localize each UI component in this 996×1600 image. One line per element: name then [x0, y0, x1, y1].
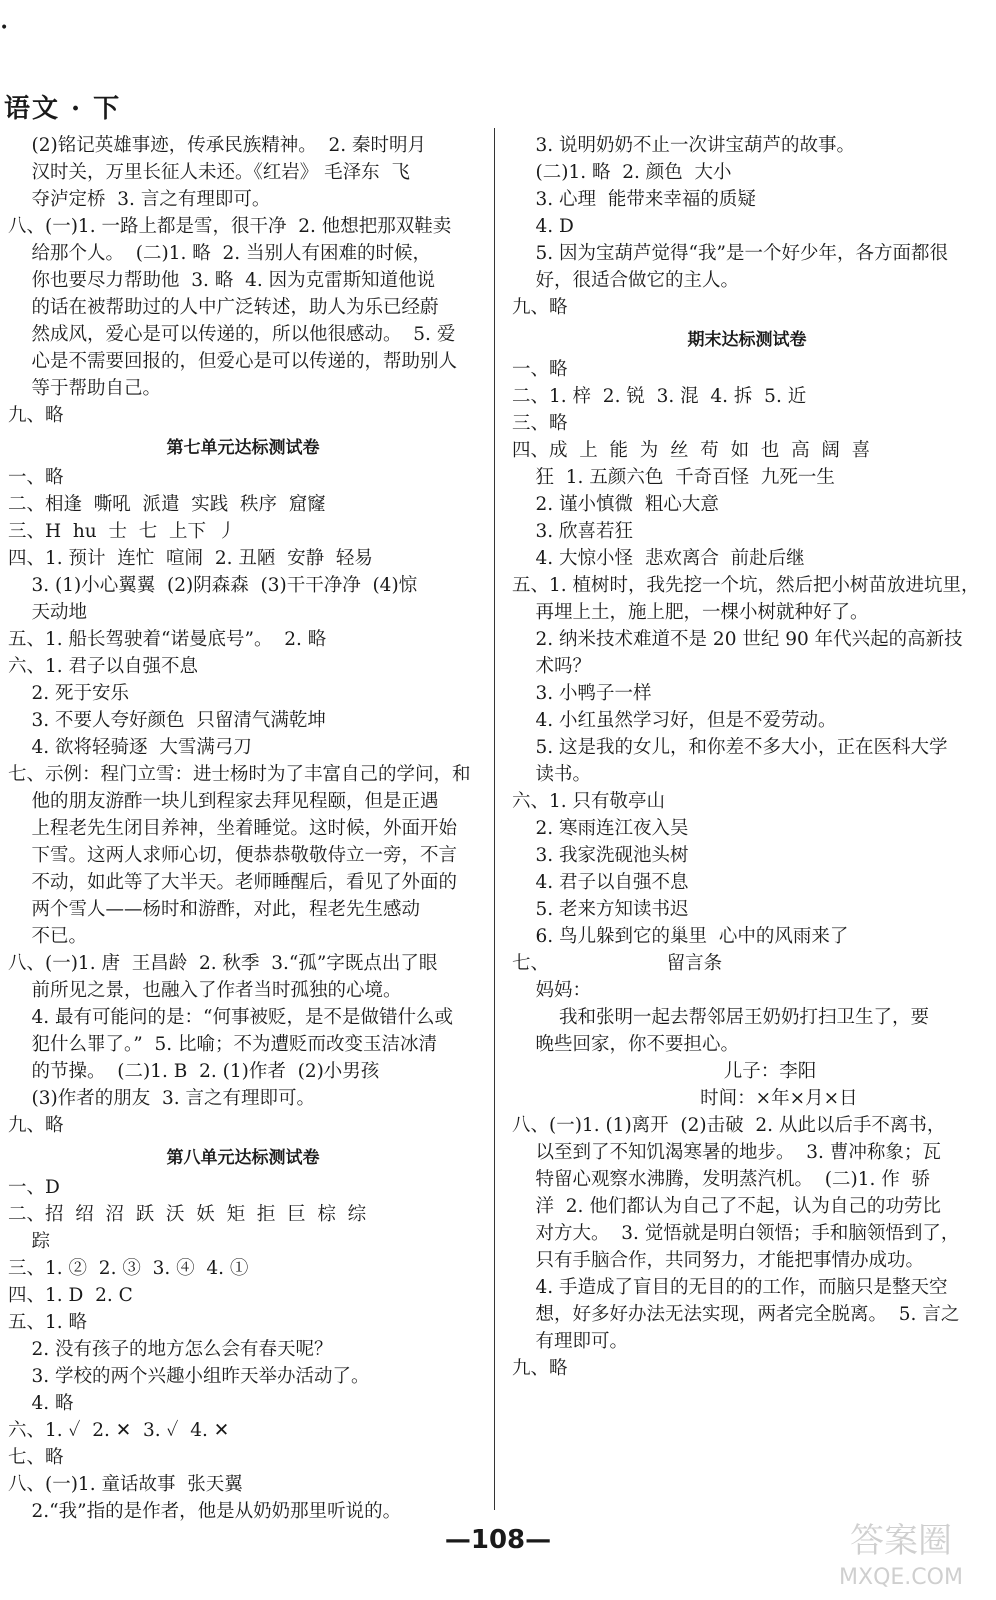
answer-line: 时间：×年×月×日: [512, 1088, 858, 1109]
answer-line: 4. 手造成了盲目的无目的的工作，而脑只是整天空: [512, 1277, 948, 1298]
answer-line: 有理即可。: [512, 1331, 629, 1352]
answer-line: 踪: [8, 1231, 51, 1252]
left-column: [8, 132, 478, 1525]
page-number: —108—: [444, 1525, 552, 1555]
answer-line: 6. 鸟儿躲到它的巢里 心中的风雨来了: [512, 926, 849, 947]
answer-line: (2)铭记英雄事迹，传承民族精神。 2. 秦时明月: [8, 135, 427, 156]
answer-line: 术吗？: [512, 656, 592, 677]
answer-line: 再埋上土，施上肥，一棵小树就种好了。: [512, 602, 869, 623]
answer-line: 八、(一)1. 一路上都是雪，很干净 2. 他想把那双鞋卖: [8, 216, 452, 237]
answer-line: 五、1. 植树时，我先挖一个坑，然后把小树苗放进坑里，: [512, 575, 980, 596]
watermark-text-en: MXQE.COM: [839, 1565, 963, 1590]
answer-line: 下雪。这两人求师心切，便恭恭敬敬侍立一旁，不言: [8, 845, 458, 866]
answer-line: 5. 这是我的女儿，和你差不多大小，正在医科大学: [512, 737, 948, 758]
answer-line: 一、略: [8, 467, 64, 488]
answer-line: 一、D: [8, 1177, 60, 1198]
answer-line: 四、成 上 能 为 丝 苟 如 也 高 阔 喜: [512, 440, 871, 461]
right-column: [512, 132, 982, 1382]
section-title: 期末达标测试卷: [687, 330, 807, 350]
answer-line: 5. 老来方知读书迟: [512, 899, 689, 920]
answer-line: 对方大。 3. 觉悟就是明白领悟；手和脑领悟到了，: [512, 1223, 960, 1244]
answer-line: 他的朋友游酢一块儿到程家去拜见程颐，但是正遇: [8, 791, 439, 812]
answer-line: 4. 最有可能问的是：“何事被贬，是不是做错什么或: [8, 1007, 454, 1028]
answer-line: 2. 谨小慎微 粗心大意: [512, 494, 719, 515]
answer-line: 七、 留言条: [512, 953, 723, 974]
answer-line: 4. 略: [8, 1393, 74, 1414]
answer-line: 3. 我家洗砚池头树: [512, 845, 689, 866]
answer-line: 八、(一)1. 唐 王昌龄 2. 秋季 3.“孤”字既点出了眼: [8, 953, 438, 974]
answer-line: 心是不需要回报的，但爱心是可以传递的，帮助别人: [8, 351, 458, 372]
answer-line: 天动地: [8, 602, 88, 623]
answer-line: 5. 因为宝葫芦觉得“我”是一个好少年，各方面都很: [512, 243, 948, 264]
answer-line: 妈妈：: [512, 980, 592, 1001]
answer-line: 3. 不要人夸好颜色 只留清气满乾坤: [8, 710, 326, 731]
answer-line: 九、略: [512, 1358, 568, 1379]
answer-line: 九、略: [8, 1115, 64, 1136]
answer-line: 好，很适合做它的主人。: [512, 270, 740, 291]
column-divider: [494, 128, 495, 1510]
answer-line: 4. 君子以自强不息: [512, 872, 689, 893]
answer-line: 七、略: [8, 1447, 64, 1468]
answer-line: 汉时关，万里长征人未还。《红岩》 毛泽东 飞: [8, 162, 410, 183]
answer-line: 3. 说明奶奶不止一次讲宝葫芦的故事。: [512, 135, 856, 156]
answer-line: 不已。: [8, 926, 88, 947]
answer-line: 2.“我”指的是作者，他是从奶奶那里听说的。: [8, 1501, 402, 1522]
answer-line: 2. 纳米技术难道不是 20 世纪 90 年代兴起的高新技: [512, 629, 963, 650]
answer-line: 只有手脑合作，共同努力，才能把事情办成功。: [512, 1250, 925, 1271]
answer-line: 前所见之景，也融入了作者当时孤独的心境。: [8, 980, 402, 1001]
answer-line: 2. 寒雨连江夜入吴: [512, 818, 689, 839]
answer-line: 三、1. ② 2. ③ 3. ④ 4. ①: [8, 1258, 249, 1279]
answer-line: 六、1. 只有敬亭山: [512, 791, 666, 812]
answer-line: 3. 心理 能带来幸福的质疑: [512, 189, 756, 210]
answer-line: 五、1. 略: [8, 1312, 88, 1333]
watermark-logo: [816, 1512, 986, 1592]
answer-line: 3. 欣喜若狂: [512, 521, 634, 542]
answer-line: 等于帮助自己。: [8, 378, 162, 399]
answer-line: 九、略: [8, 405, 64, 426]
answer-line: 四、1. D 2. C: [8, 1285, 133, 1306]
watermark-text-cn: 答案圈: [850, 1521, 952, 1561]
answer-line: 两个雪人——杨时和游酢，对此，程老先生感动: [8, 899, 421, 920]
answer-line: 以至到了不知饥渴寒暑的地步。 3. 曹冲称象；瓦: [512, 1142, 941, 1163]
section-title: 第七单元达标测试卷: [166, 438, 320, 458]
answer-line: 九、略: [512, 297, 568, 318]
answer-line: 二、招 绍 沼 跃 沃 妖 矩 拒 巨 棕 综: [8, 1204, 367, 1225]
answer-line: 八、(一)1. 童话故事 张天翼: [8, 1474, 243, 1495]
answer-line: 4. 大惊小怪 悲欢离合 前赴后继: [512, 548, 805, 569]
answer-line: 六、1. 君子以自强不息: [8, 656, 199, 677]
answer-line: 二、相逢 嘶吼 派遣 实践 秩序 窟窿: [8, 494, 326, 515]
answer-line: 儿子：李阳: [512, 1061, 817, 1082]
answer-line: 4. 欲将轻骑逐 大雪满弓刀: [8, 737, 252, 758]
answer-line: 你也要尽力帮助他 3. 略 4. 因为克雷斯知道他说: [8, 270, 436, 291]
corner-mark: •: [0, 20, 9, 36]
answer-line: 二、1. 梓 2. 锐 3. 混 4. 拆 5. 近: [512, 386, 807, 407]
answer-line: 3. 学校的两个兴趣小组昨天举办活动了。: [8, 1366, 370, 1387]
answer-line: 4. 小红虽然学习好，但是不爱劳动。: [512, 710, 837, 731]
answer-line: 2. 死于安乐: [8, 683, 130, 704]
answer-line: 特留心观察水沸腾，发明蒸汽机。 (二)1. 作 骄: [512, 1169, 931, 1190]
answer-line: 我和张明一起去帮邻居王奶奶打扫卫生了，要: [512, 1007, 930, 1028]
answer-line: 想，好多好办法无法实现，两者完全脱离。 5. 言之: [512, 1304, 960, 1325]
answer-line: 上程老先生闭目养神，坐着睡觉。这时候，外面开始: [8, 818, 458, 839]
answer-line: 的节操。 (二)1. B 2. (1)作者 (2)小男孩: [8, 1061, 380, 1082]
answer-line: (3)作者的朋友 3. 言之有理即可。: [8, 1088, 316, 1109]
answer-line: 4. D: [512, 216, 574, 237]
answer-line: 洋 2. 他们都认为自己了不起，认为自己的功劳比: [512, 1196, 941, 1217]
answer-line: 的话在被帮助过的人中广泛转述，助人为乐已经蔚: [8, 297, 439, 318]
answer-line: 3. (1)小心翼翼 (2)阴森森 (3)干干净净 (4)惊: [8, 575, 418, 596]
answer-line: 犯什么罪了。” 5. 比喻；不为遭贬而改变玉洁冰清: [8, 1034, 438, 1055]
answer-line: 四、1. 预计 连忙 喧闹 2. 丑陋 安静 轻易: [8, 548, 373, 569]
page-header-title: 语文 · 下: [4, 94, 122, 124]
answer-line: (二)1. 略 2. 颜色 大小: [512, 162, 732, 183]
answer-line: 夺泸定桥 3. 言之有理即可。: [8, 189, 271, 210]
section-title: 第八单元达标测试卷: [166, 1148, 320, 1168]
answer-line: 给那个人。 (二)1. 略 2. 当别人有困难的时候，: [8, 243, 432, 264]
answer-line: 3. 小鸭子一样: [512, 683, 652, 704]
answer-line: 三、略: [512, 413, 568, 434]
answer-line: 六、1. ✓ 2. ✕ 3. ✓ 4. ✕: [8, 1420, 230, 1441]
answer-line: 八、(一)1. (1)离开 (2)击破 2. 从此以后手不离书，: [512, 1115, 946, 1136]
answer-line: 狂 1. 五颜六色 千奇百怪 九死一生: [512, 467, 835, 488]
answer-line: 2. 没有孩子的地方怎么会有春天呢？: [8, 1339, 333, 1360]
answer-line: 七、示例：程门立雪：进士杨时为了丰富自己的学问，和: [8, 764, 471, 785]
answer-line: 五、1. 船长驾驶着“诺曼底号”。 2. 略: [8, 629, 327, 650]
answer-line: 一、略: [512, 359, 568, 380]
answer-line: 晚些回家，你不要担心。: [512, 1034, 740, 1055]
answer-line: 然成风，爱心是可以传递的，所以他很感动。 5. 爱: [8, 324, 456, 345]
answer-line: 三、H hu 士 七 上下 丿: [8, 521, 237, 542]
answer-line: 不动，如此等了大半天。老师睡醒后，看见了外面的: [8, 872, 458, 893]
answer-line: 读书。: [512, 764, 592, 785]
